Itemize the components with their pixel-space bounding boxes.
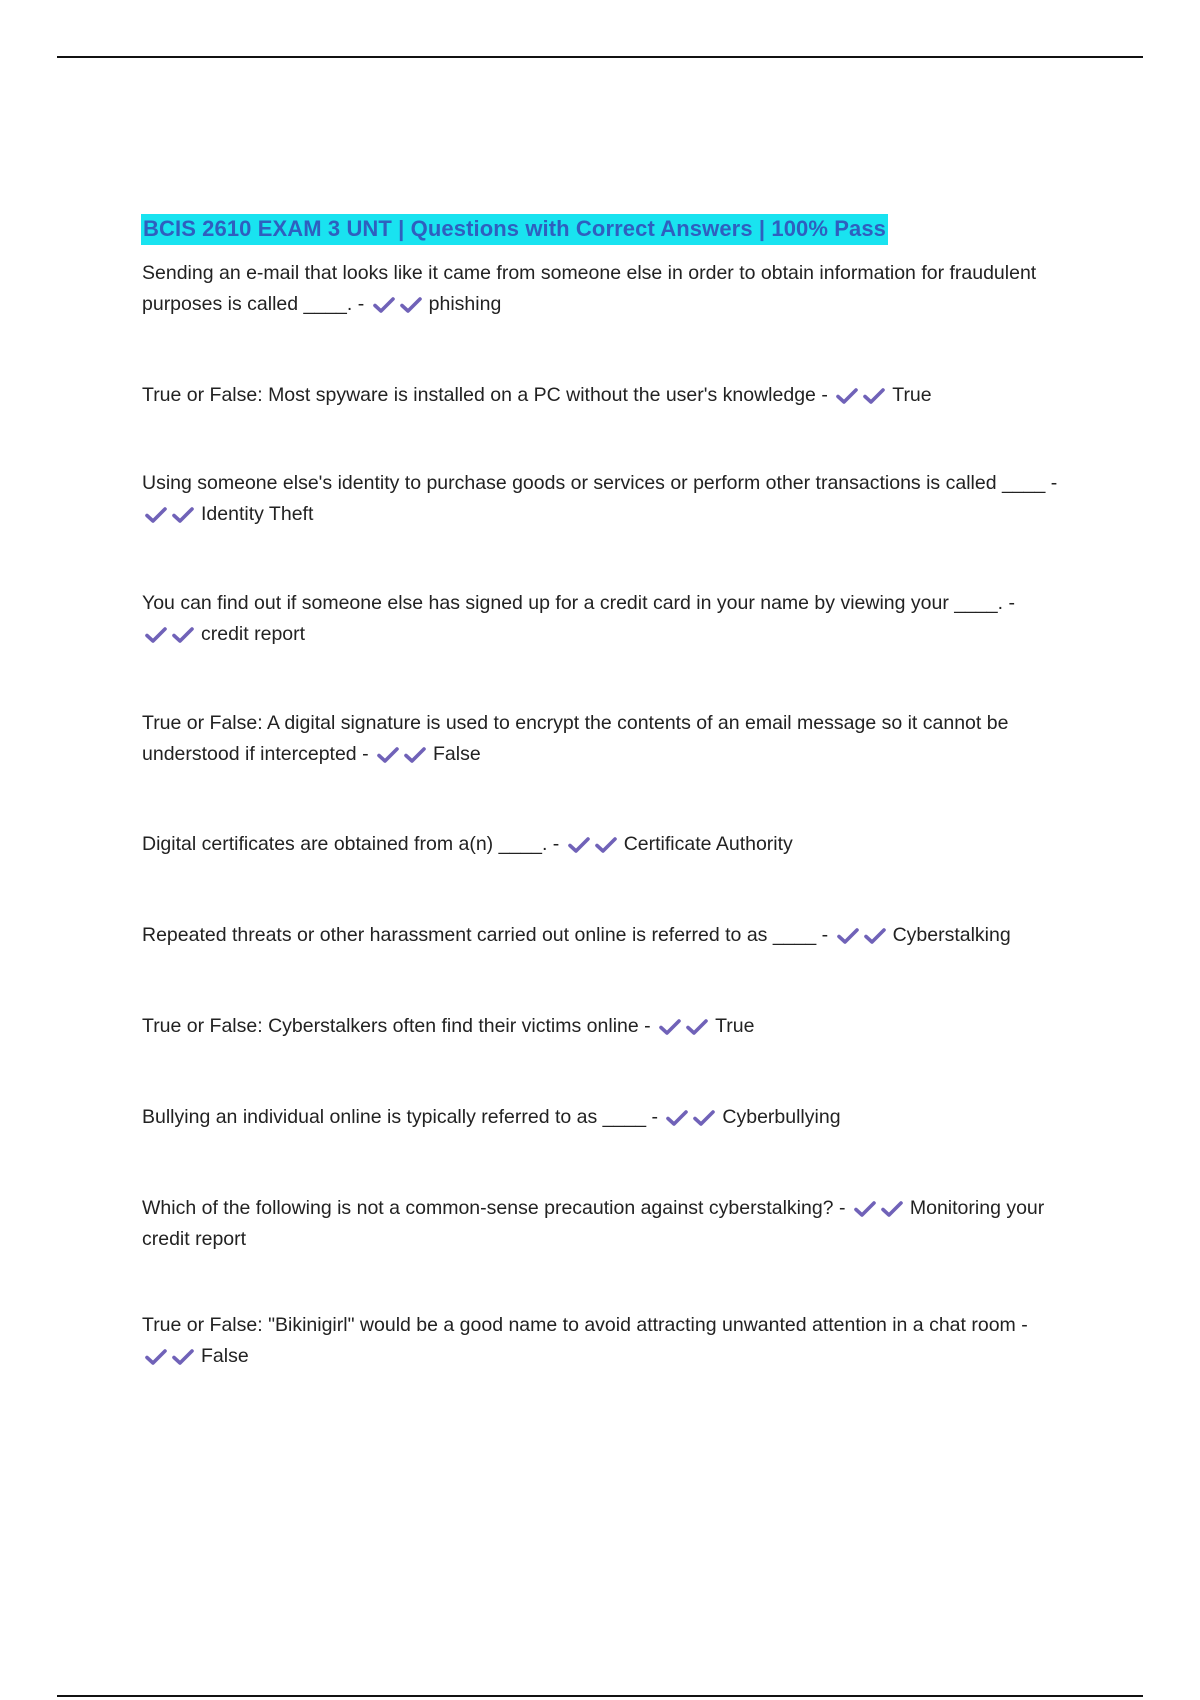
question-text: True or False: Most spyware is installed on a PC without the user's knowledge xyxy=(142,384,816,406)
check-icon xyxy=(665,1108,692,1128)
qa-item-4 xyxy=(142,588,1062,650)
page-top-rule xyxy=(57,56,1143,58)
answer-text: Monitoring your credit report xyxy=(142,1197,1045,1251)
qa-item-7 xyxy=(142,920,1062,951)
answer-text: Cyberstalking xyxy=(892,924,1011,946)
qa-item-6 xyxy=(142,829,1062,860)
separator: - xyxy=(547,833,565,855)
question-text: Digital certificates are obtained from a(n) ____. xyxy=(142,833,548,855)
qa-item-9 xyxy=(142,1102,1062,1133)
page-bottom-rule xyxy=(57,1695,1143,1697)
double-check-icon xyxy=(372,289,426,320)
qa-item-8 xyxy=(142,1011,1062,1042)
separator: - xyxy=(352,293,370,315)
separator: - xyxy=(646,1106,664,1128)
answer-text: phishing xyxy=(428,293,502,315)
question-text: Bullying an individual online is typically referred to as ____ xyxy=(142,1106,647,1128)
check-icon xyxy=(658,1017,685,1037)
double-check-icon xyxy=(144,1341,198,1372)
qa-item-2 xyxy=(142,380,1062,411)
question-text: Repeated threats or other harassment carried out online is referred to as ____ xyxy=(142,924,817,946)
double-check-icon xyxy=(144,499,198,530)
check-icon xyxy=(171,625,198,645)
qa-item-5 xyxy=(142,708,1062,770)
separator: - xyxy=(638,1015,657,1037)
double-check-icon xyxy=(853,1193,907,1224)
separator: - xyxy=(815,384,834,406)
separator: - xyxy=(356,743,374,765)
check-icon xyxy=(372,295,399,315)
check-icon xyxy=(144,1347,171,1367)
check-icon xyxy=(836,926,863,946)
question-text: True or False: A digital signature is used to encrypt the contents of an email message so it cannot be understood if intercepted xyxy=(142,712,1009,765)
check-icon xyxy=(567,835,594,855)
double-check-icon xyxy=(567,829,621,860)
check-icon xyxy=(594,835,621,855)
answer-text: True xyxy=(715,1015,755,1037)
check-icon xyxy=(399,295,426,315)
separator: - xyxy=(1045,472,1058,494)
answer-text: credit report xyxy=(201,623,306,645)
separator: - xyxy=(1003,592,1015,614)
check-icon xyxy=(376,745,403,765)
check-icon xyxy=(835,386,862,406)
document-body xyxy=(142,214,1062,1367)
check-icon xyxy=(685,1017,712,1037)
question-text: Using someone else's identity to purchase goods or services or perform other transactions is called ____ xyxy=(142,472,1046,494)
double-check-icon xyxy=(835,380,889,411)
separator: - xyxy=(833,1197,851,1219)
check-icon xyxy=(863,926,890,946)
check-icon xyxy=(171,1347,198,1367)
question-text: You can find out if someone else has signed up for a credit card in your name by viewing your ____. xyxy=(142,592,1004,614)
check-icon xyxy=(853,1199,880,1219)
check-icon xyxy=(403,745,430,765)
answer-text: False xyxy=(201,1345,249,1367)
answer-text: Certificate Authority xyxy=(623,833,793,855)
check-icon xyxy=(692,1108,719,1128)
double-check-icon xyxy=(144,619,198,650)
double-check-icon xyxy=(376,739,430,770)
check-icon xyxy=(862,386,889,406)
qa-item-10 xyxy=(142,1193,1062,1255)
check-icon xyxy=(880,1199,907,1219)
check-icon xyxy=(144,505,171,525)
qa-item-11 xyxy=(142,1310,1062,1372)
separator: - xyxy=(816,924,834,946)
check-icon xyxy=(144,625,171,645)
document-title: BCIS 2610 EXAM 3 UNT | Questions with Correct Answers | 100% Pass xyxy=(141,214,888,245)
answer-text: Cyberbullying xyxy=(722,1106,841,1128)
answer-text: Identity Theft xyxy=(201,503,314,525)
question-text: True or False: Cyberstalkers often find their victims online xyxy=(142,1015,639,1037)
double-check-icon xyxy=(658,1011,712,1042)
answer-text: True xyxy=(892,384,932,406)
answer-text: False xyxy=(433,743,481,765)
separator: - xyxy=(1015,1314,1028,1336)
check-icon xyxy=(171,505,198,525)
question-text: True or False: "Bikinigirl" would be a good name to avoid attracting unwanted attention in a chat room xyxy=(142,1314,1016,1336)
double-check-icon xyxy=(665,1102,719,1133)
question-text: Which of the following is not a common-sense precaution against cyberstalking? xyxy=(142,1197,834,1219)
qa-item-3 xyxy=(142,468,1062,530)
double-check-icon xyxy=(836,920,890,951)
qa-item-1 xyxy=(142,258,1062,320)
question-text: Sending an e-mail that looks like it came from someone else in order to obtain information for fraudulent purposes is called ____. xyxy=(142,262,1037,315)
